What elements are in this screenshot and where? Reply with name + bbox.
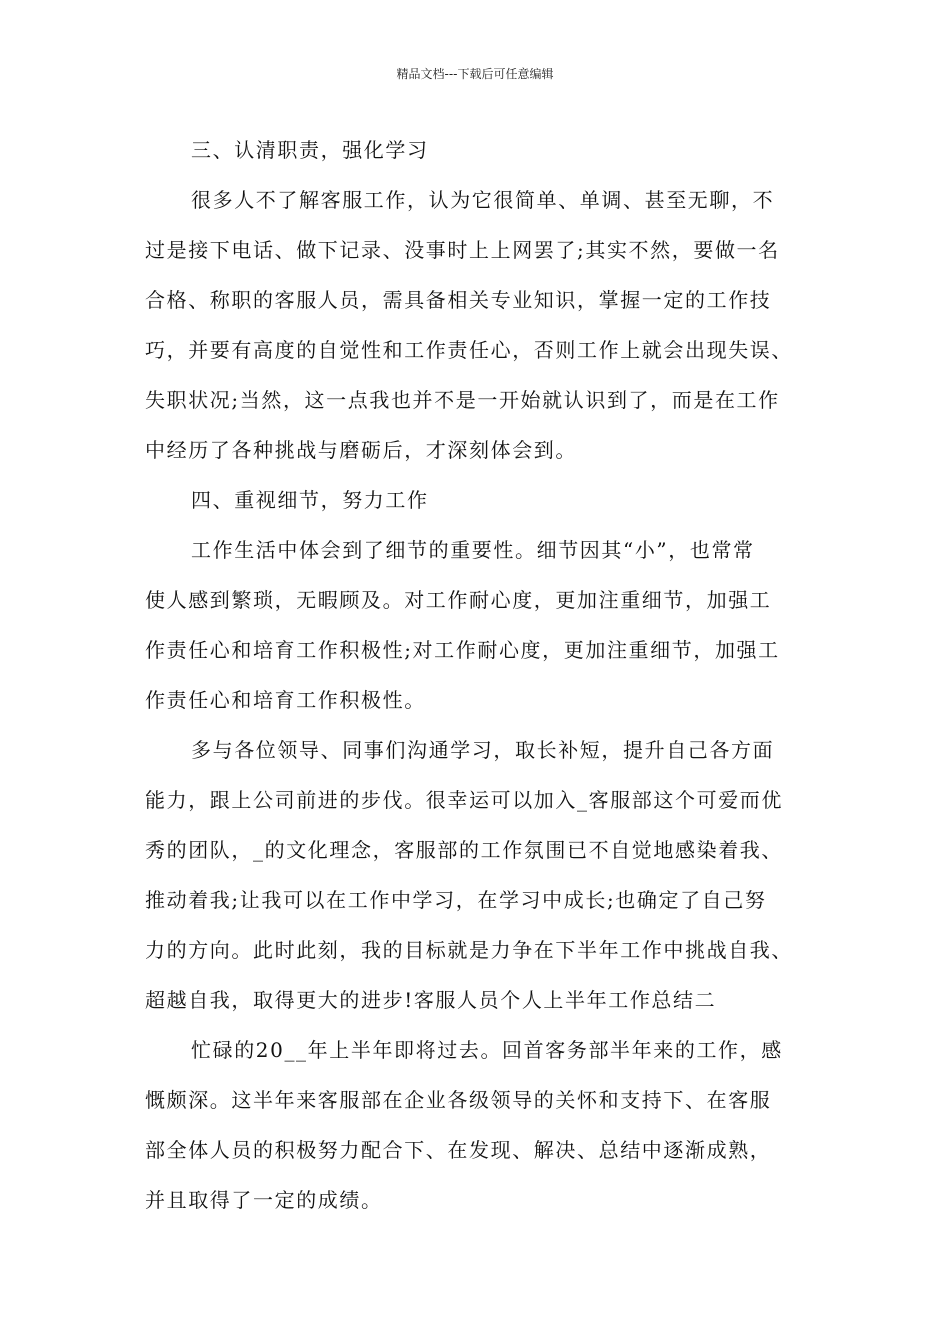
paragraph-line: 巧，并要有高度的自觉性和工作责任心，否则工作上就会出现失误、	[145, 338, 793, 362]
paragraph-line: 使人感到繁琐，无暇顾及。对工作耐心度，更加注重细节，加强工	[145, 588, 772, 612]
page-header: 精品文档---下载后可任意编辑	[396, 67, 554, 81]
paragraph-line: 多与各位领导、同事们沟通学习，取长补短，提升自己各方面	[191, 738, 775, 762]
paragraph-line: 作责任心和培育工作积极性;对工作耐心度，更加注重细节，加强工	[145, 638, 780, 662]
paragraph-line: 推动着我;让我可以在工作中学习，在学习中成长;也确定了自己努	[145, 888, 767, 912]
paragraph-line: 力的方向。此时此刻，我的目标就是力争在下半年工作中挑战自我、	[145, 938, 793, 962]
paragraph-line: 工作生活中体会到了细节的重要性。细节因其“小”，也常常	[191, 538, 755, 562]
paragraph-line: 超越自我，取得更大的进步!客服人员个人上半年工作总结二	[145, 988, 717, 1012]
paragraph-line: 部全体人员的积极努力配合下、在发现、解决、总结中逐渐成熟，	[145, 1138, 772, 1162]
paragraph-line: 并且取得了一定的成绩。	[145, 1188, 383, 1212]
section-heading: 三、认清职责，强化学习	[191, 138, 429, 162]
paragraph-line: 失职状况;当然，这一点我也并不是一开始就认识到了，而是在工作	[145, 388, 780, 412]
paragraph-line: 作责任心和培育工作积极性。	[145, 688, 426, 712]
paragraph-line: 过是接下电话、做下记录、没事时上上网罢了;其实不然，要做一名	[145, 238, 780, 262]
paragraph-line: 很多人不了解客服工作，认为它很简单、单调、甚至无聊，不	[191, 188, 775, 212]
paragraph-line: 忙碌的20__年上半年即将过去。回首客务部半年来的工作，感	[191, 1038, 783, 1062]
document-body	[145, 125, 825, 1225]
paragraph-line: 中经历了各种挑战与磨砺后，才深刻体会到。	[145, 438, 577, 462]
paragraph-line: 慨颇深。这半年来客服部在企业各级领导的关怀和支持下、在客服	[145, 1088, 772, 1112]
section-heading: 四、重视细节，努力工作	[191, 488, 429, 512]
paragraph-line: 合格、称职的客服人员，需具备相关专业知识，掌握一定的工作技	[145, 288, 772, 312]
paragraph-line: 秀的团队，_的文化理念，客服部的工作氛围已不自觉地感染着我、	[145, 838, 783, 862]
paragraph-line: 能力，跟上公司前进的步伐。很幸运可以加入_客服部这个可爱而优	[145, 788, 783, 812]
